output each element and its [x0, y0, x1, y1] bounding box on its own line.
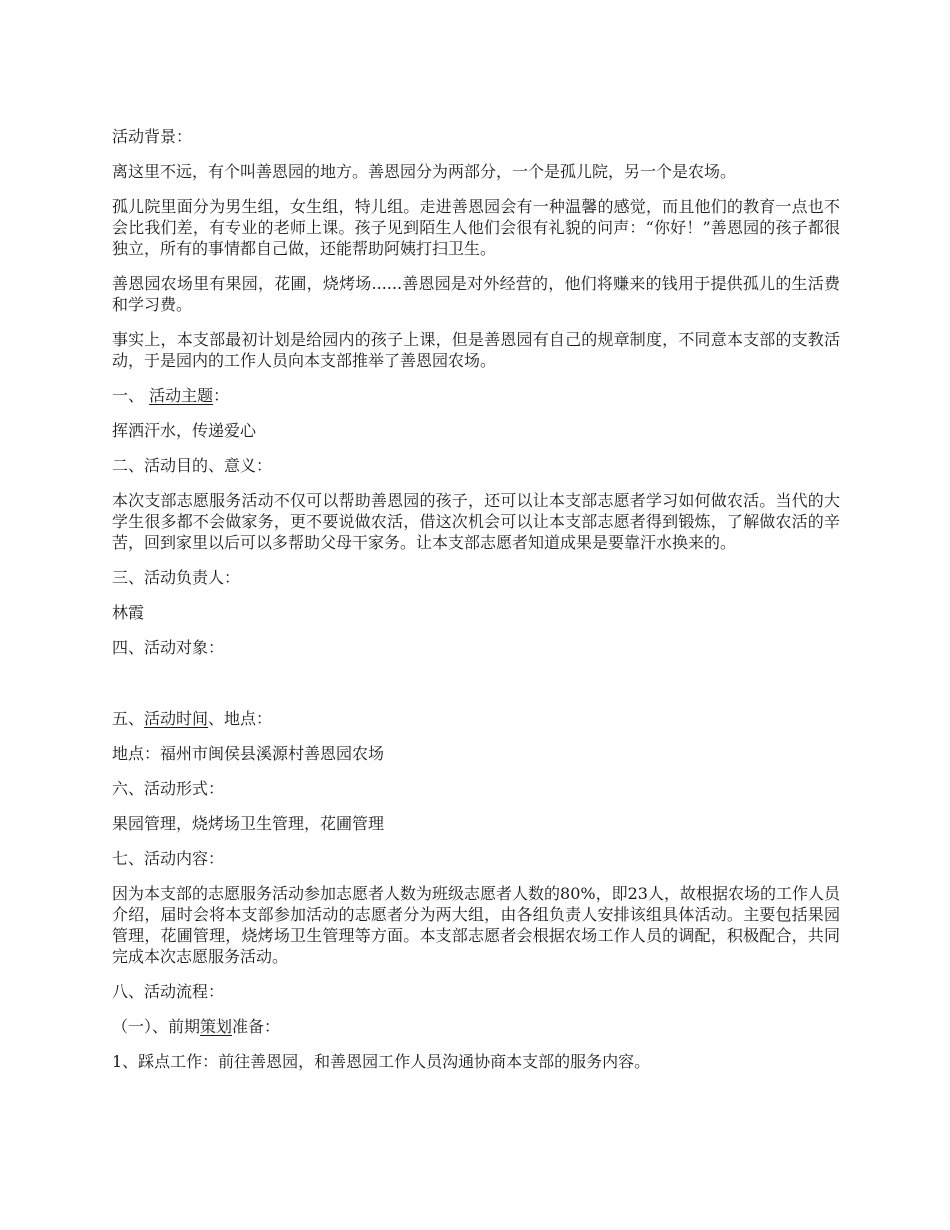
- section-4-empty-space: [112, 672, 840, 708]
- section-1-prefix: 一、: [112, 386, 150, 405]
- section-7-body: 因为本支部的志愿服务活动参加志愿者人数为班级志愿者人数的80%，即23人，故根据农场的工作人员介绍，届时会将本支部参加活动的志愿者分为两大组，由各组负责人安排该组具体活动。主要包括果园管理，花圃管理，烧烤场卫生管理等方面。本支部志愿者会根据农场工作人员的调配，积极配合，共同完成本次志愿服务活动。: [112, 884, 840, 966]
- background-heading: 活动背景：: [112, 127, 193, 146]
- section-5-heading: [112, 708, 840, 729]
- section-1-heading: [112, 385, 840, 406]
- section-7-heading: 七、活动内容：: [112, 849, 225, 868]
- section-3-heading: 三、活动负责人：: [112, 568, 241, 587]
- section-8-sub-suffix: 准备：: [232, 1017, 281, 1036]
- section-3-body: 林霞: [112, 603, 145, 622]
- section-1-title: 活动主题: [149, 386, 214, 405]
- section-2-heading: 二、活动目的、意义：: [112, 456, 273, 475]
- fact-paragraph: 事实上，本支部最初计划是给园内的孩子上课，但是善恩园有自己的规章制度，不同意本支部的支教活动，于是园内的工作人员向本支部推举了善恩园农场。: [112, 330, 840, 370]
- section-8-sub-prefix: （一）、前期: [112, 1017, 201, 1036]
- section-6-heading: 六、活动形式：: [112, 779, 225, 798]
- orphanage-paragraph: 孤儿院里面分为男生组，女生组，特儿组。走进善恩园会有一种温馨的感觉，而且他们的教育一点也不会比我们差，有专业的老师上课。孩子见到陌生人他们会很有礼貌的问声：“你好！”善恩园的孩子都很独立，所有的事情都自己做，还能帮助阿姨打扫卫生。: [112, 197, 840, 258]
- farm-paragraph: 善恩园农场里有果园，花圃，烧烤场......善恩园是对外经营的，他们将赚来的钱用于提供孤儿的生活费和学习费。: [112, 274, 840, 314]
- section-1-body: 挥洒汗水，传递爱心: [112, 421, 257, 440]
- section-8-item-1: 1、踩点工作：前往善恩园，和善恩园工作人员沟通协商本支部的服务内容。: [112, 1052, 651, 1071]
- section-8-sub-title: 策划: [200, 1017, 233, 1036]
- section-5-title: 活动时间: [144, 709, 209, 728]
- section-5-body: 地点：福州市闽侯县溪源村善恩园农场: [112, 744, 385, 763]
- section-5-suffix: 、地点：: [208, 709, 273, 728]
- section-6-body: 果园管理，烧烤场卫生管理，花圃管理: [112, 814, 385, 833]
- section-1-suffix: ：: [213, 386, 230, 405]
- section-5-prefix: 五、: [112, 709, 145, 728]
- intro-paragraph: 离这里不远，有个叫善恩园的地方。善恩园分为两部分，一个是孤儿院，另一个是农场。: [112, 162, 737, 181]
- section-8-subheading: [112, 1016, 840, 1037]
- section-2-body: 本次支部志愿服务活动不仅可以帮助善恩园的孩子，还可以让本支部志愿者学习如何做农活。当代的大学生很多都不会做家务，更不要说做农活，借这次机会可以让本支部志愿者得到锻炼，了解做农活的辛苦，回到家里以后可以多帮助父母干家务。让本支部志愿者知道成果是要靠汗水换来的。: [112, 491, 840, 552]
- document-page: [112, 126, 840, 1086]
- section-8-heading: 八、活动流程：: [112, 982, 225, 1001]
- section-4-heading: 四、活动对象：: [112, 638, 225, 657]
